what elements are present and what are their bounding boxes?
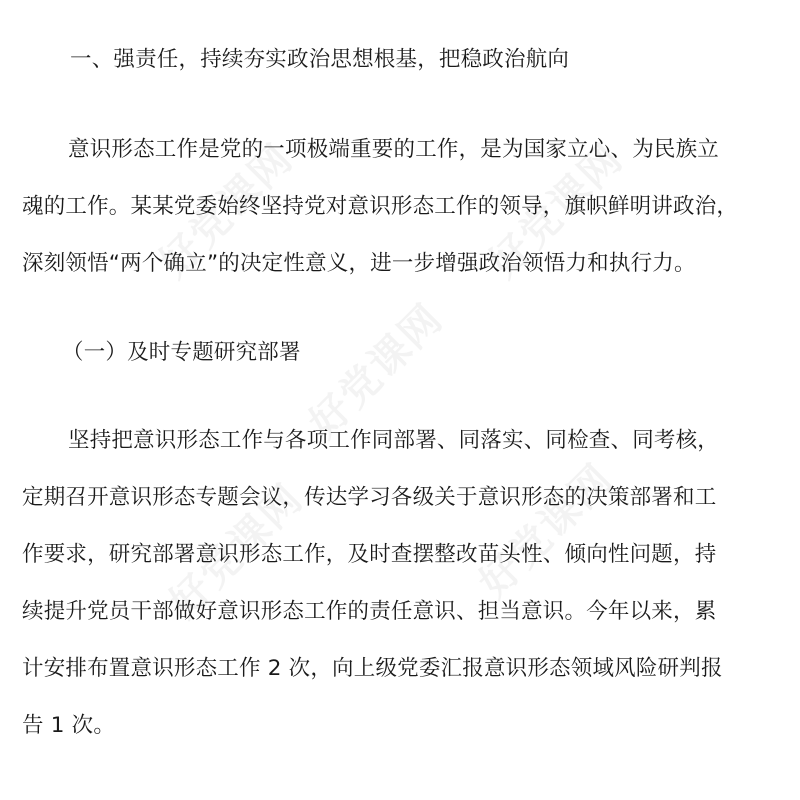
paragraph-line: 续提升党员干部做好意识形态工作的责任意识、担当意识。今年以来，累	[22, 599, 717, 624]
section-heading: 一、强责任，持续夯实政治思想根基，把稳政治航向	[70, 47, 570, 72]
watermark: 好党课网	[150, 135, 303, 287]
paragraph-line: 坚持把意识形态工作与各项工作同部署、同落实、同检查、同考核，	[68, 428, 720, 453]
watermark: 好党课网	[470, 455, 623, 607]
paragraph-line: 深刻领悟“两个确立”的决定性意义，进一步增强政治领悟力和执行力。	[22, 251, 696, 276]
paragraph-line: 作要求，研究部署意识形态工作，及时查摆整改苗头性、倾向性问题，持	[22, 542, 717, 567]
subsection-heading: （一）及时专题研究部署	[62, 340, 301, 365]
paragraph-line: 意识形态工作是党的一项极端重要的工作，是为国家立心、为民族立	[68, 137, 720, 162]
paragraph-line: 定期召开意识形态专题会议，传达学习各级关于意识形态的决策部署和工	[22, 485, 717, 510]
paragraph-line: 魂的工作。某某党委始终坚持党对意识形态工作的领导，旗帜鲜明讲政治，	[22, 194, 739, 219]
watermark: 好党课网	[480, 135, 633, 287]
paragraph-line: 告 1 次。	[22, 713, 116, 738]
watermark: 好党课网	[300, 295, 453, 447]
paragraph-line: 计安排布置意识形态工作 2 次，向上级党委汇报意识形态领域风险研判报	[22, 656, 723, 681]
watermark: 好党课网	[160, 475, 313, 627]
